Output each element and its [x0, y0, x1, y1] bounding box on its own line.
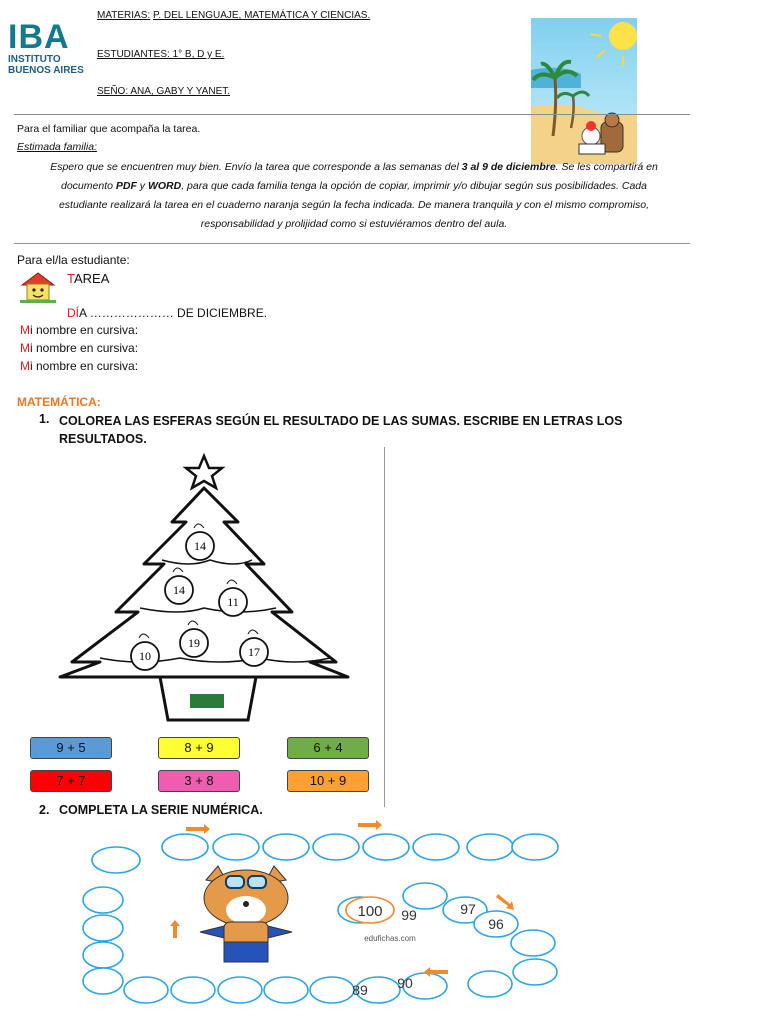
letter-divider [14, 243, 690, 244]
series-value: 97 [460, 901, 476, 917]
letter-line-1: Espero que se encuentren muy bien. Envío la tarea que corresponde a las semanas del 3 al 9 de diciembre. Se les compartirá en [50, 161, 658, 173]
name-line-2: Mi nombre en cursiva: [20, 341, 139, 355]
watermark-text: edufichas.com [364, 934, 416, 943]
seno-line: SEÑO: ANA, GABY Y YANET. [97, 86, 231, 97]
header-divider [14, 114, 690, 115]
letter-line-3: estudiante realizará la tarea en el cuaderno naranja según la fecha indicada. De manera tranquila y con el mismo compromiso, [58, 199, 650, 211]
name-line-3: Mi nombre en cursiva: [20, 359, 139, 373]
materias-value: P. DEL LENGUAJE, MATEMÁTICA Y CIENCIAS. [152, 10, 371, 21]
logo-line-1: INSTITUTO [8, 54, 61, 65]
exercise-2-title: COMPLETA LA SERIE NUMÉRICA. [59, 803, 263, 817]
star-icon [186, 456, 222, 488]
dia-line: DÍA ………………… DE DICIEMBRE. [67, 306, 268, 320]
sum-chip: 7 + 7 [30, 770, 112, 792]
beach-illustration [531, 18, 637, 164]
ball-number: 14 [173, 583, 185, 597]
name-line-1: Mi nombre en cursiva: [20, 323, 139, 337]
materias-label: MATERIAS: [97, 10, 151, 21]
dog-illustration [200, 866, 292, 962]
sum-chip: 10 + 9 [287, 770, 369, 792]
letter-line-4: responsabilidad y prolijidad como si estuviéramos dentro del aula. [200, 218, 508, 230]
student-intro: Para el/la estudiante: [17, 253, 130, 267]
ball-number: 17 [248, 645, 260, 659]
letter-line-2: documento PDF y WORD, para que cada familia tenga la opción de copiar, imprimir y/o dibujar según sus posibilidades. Cada [61, 180, 647, 192]
exercise-1-title: COLOREA LAS ESFERAS SEGÚN EL RESULTADO DE LAS SUMAS. ESCRIBE EN LETRAS LOS RESULTADOS. [59, 414, 623, 446]
ball-number: 19 [188, 636, 200, 650]
logo-mark: IBA [8, 18, 70, 56]
family-letter [14, 158, 694, 234]
house-icon [19, 270, 57, 304]
family-intro: Para el familiar que acompaña la tarea. [17, 123, 201, 135]
exercise-divider [384, 447, 385, 807]
number-series-board [78, 818, 568, 1018]
estudiantes-line: ESTUDIANTES: 1° B, D y E. [97, 49, 225, 60]
sum-chip: 6 + 4 [287, 737, 369, 759]
sum-chip: 3 + 8 [158, 770, 240, 792]
series-value: 96 [488, 916, 504, 932]
tarea-label: TAREA [67, 271, 110, 286]
math-title: MATEMÁTICA: [17, 395, 101, 409]
series-value: 99 [401, 907, 417, 923]
ball-number: 14 [194, 539, 206, 553]
exercise-1-number: 1. [39, 412, 50, 426]
exercise-2-number: 2. [39, 803, 50, 817]
family-greeting: Estimada familia: [17, 141, 97, 153]
logo-line-2: BUENOS AIRES [8, 65, 84, 76]
series-value: 100 [357, 903, 383, 920]
week-range: 3 al 9 de diciembre [461, 161, 556, 173]
sum-chip: 8 + 9 [158, 737, 240, 759]
sum-chip: 9 + 5 [30, 737, 112, 759]
christmas-tree [40, 452, 360, 727]
ball-number: 10 [139, 649, 151, 663]
series-ovals [83, 834, 558, 1003]
materias-line [97, 10, 370, 21]
series-value: 89 [352, 982, 368, 998]
ball-number: 11 [227, 595, 239, 609]
school-logo [8, 20, 90, 82]
series-value: 90 [397, 975, 413, 991]
